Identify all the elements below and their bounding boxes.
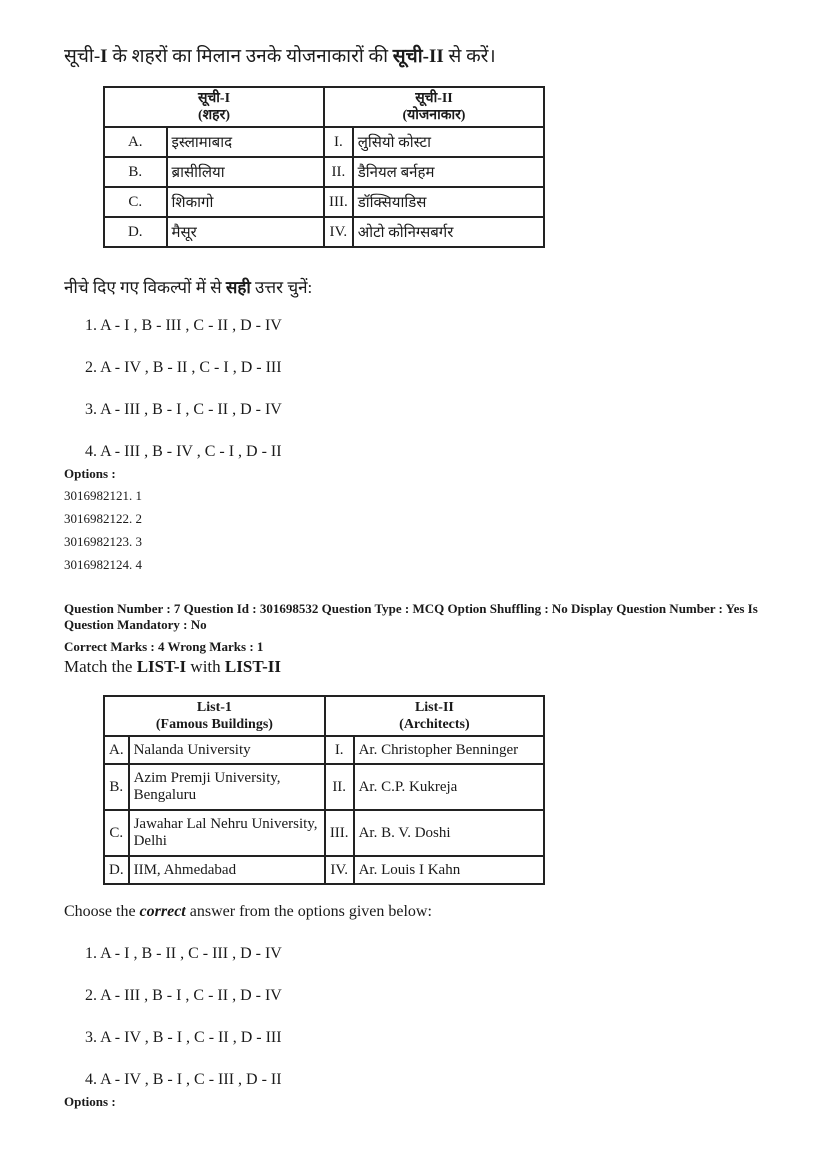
option-id-2: 3016982122. 2 <box>64 511 142 526</box>
option-id-3: 3016982123. 3 <box>64 534 142 549</box>
table-row: B. Azim Premji University, Bengaluru II. Ar. C.P. Kukreja <box>104 764 544 810</box>
table-row: A. इस्लामाबाद I. लुसियो कोस्टा <box>104 127 544 157</box>
q6-title: सूची-I के शहरों का मिलान उनके योजनाकारों की सूची-II से करें। <box>64 46 496 67</box>
answer-option-2: 2. A - IV , B - II , C - I , D - III <box>85 359 282 376</box>
q7-title: Match the LIST-I with LIST-II <box>64 657 281 676</box>
answer-option-3: 3. A - III , B - I , C - II , D - IV <box>85 401 282 418</box>
list1-header: List-1 (Famous Buildings) <box>104 696 325 736</box>
list1-header: सूची-I (शहर) <box>104 87 324 127</box>
list2-header: List-II (Architects) <box>325 696 544 736</box>
table-row: C. शिकागो III. डॉक्सियाडिस <box>104 187 544 217</box>
answer-option-3: 3. A - IV , B - I , C - II , D - III <box>85 1029 282 1046</box>
q6-match-table <box>103 86 545 248</box>
answer-option-4: 4. A - IV , B - I , C - III , D - II <box>85 1071 282 1088</box>
option-id-1: 3016982121. 1 <box>64 488 142 503</box>
options-label: Options : <box>64 466 116 481</box>
table-row: A. Nalanda University I. Ar. Christopher Benninger <box>104 736 544 764</box>
q7-match-table <box>103 695 545 885</box>
answer-option-1: 1. A - I , B - III , C - II , D - IV <box>85 317 282 334</box>
table-row: C. Jawahar Lal Nehru University, Delhi III. Ar. B. V. Doshi <box>104 810 544 856</box>
table-row: B. ब्रासीलिया II. डैनियल बर्नहम <box>104 157 544 187</box>
answer-option-4: 4. A - III , B - IV , C - I , D - II <box>85 443 282 460</box>
question-meta: Question Number : 7 Question Id : 301698532 Question Type : MCQ Option Shuffling : No Display Question Number : Yes Is Question Mandatory : No <box>64 601 758 632</box>
table-row: D. IIM, Ahmedabad IV. Ar. Louis I Kahn <box>104 856 544 884</box>
table-header-row <box>104 696 544 736</box>
marks-line: Correct Marks : 4 Wrong Marks : 1 <box>64 639 264 654</box>
table-header-row <box>104 87 544 127</box>
table-row: D. मैसूर IV. ओटो कोनिग्सबर्गर <box>104 217 544 247</box>
answer-option-1: 1. A - I , B - II , C - III , D - IV <box>85 945 282 962</box>
options-label: Options : <box>64 1094 116 1109</box>
option-id-4: 3016982124. 4 <box>64 557 142 572</box>
q6-instruction: नीचे दिए गए विकल्पों में से सही उत्तर चुनें: <box>64 278 313 297</box>
answer-option-2: 2. A - III , B - I , C - II , D - IV <box>85 987 282 1004</box>
list2-header: सूची-II (योजनाकार) <box>324 87 544 127</box>
q7-instruction: Choose the correct answer from the options given below: <box>64 903 432 920</box>
